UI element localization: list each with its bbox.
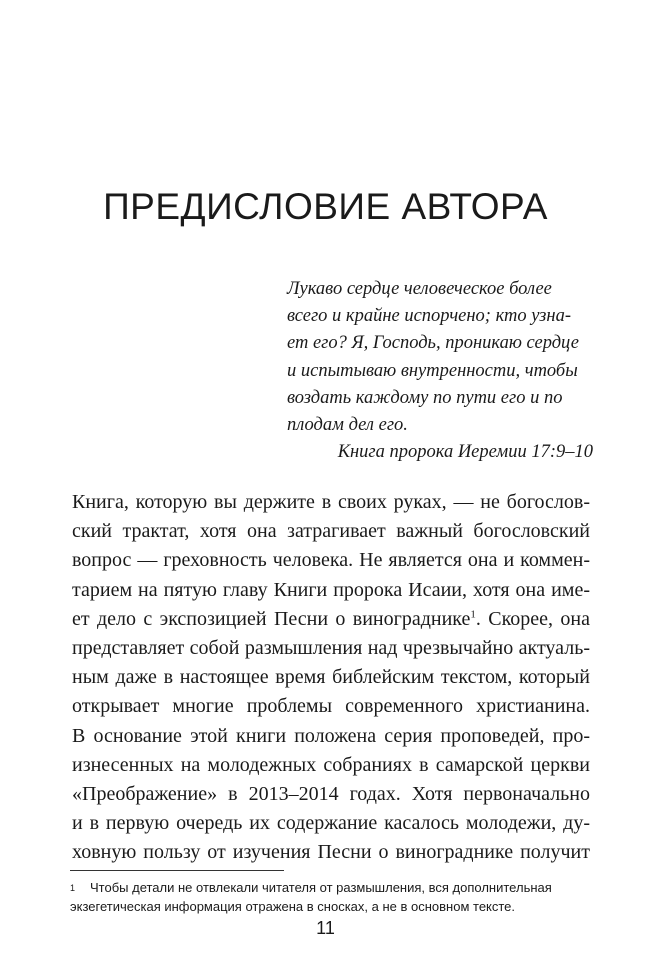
body-line: Книга, которую вы держите в своих руках, — не богослов- <box>72 491 590 513</box>
footnote-line <box>70 879 590 898</box>
body-line: и в первую очередь их содержание касалось молодежи, ду- <box>72 812 590 835</box>
footnote-text: Чтобы детали не отвлекали читателя от размышления, вся дополнительная <box>90 880 552 895</box>
epigraph-source: Книга пророка Иеремии 17:9–10 <box>337 442 593 463</box>
body-line: В основание этой книги положена серия проповедей, про- <box>72 724 590 747</box>
footnote-line: экзегетическая информация отражена в сносках, а не в основном тексте. <box>70 898 516 914</box>
footnote-reference[interactable]: 1 <box>470 608 476 621</box>
body-line: ным даже в настоящее время библейским текстом, который <box>72 666 590 689</box>
body-line-with-footnote <box>72 605 590 634</box>
body-line: ховную пользу от изучения Песни о винограднике получит <box>72 841 590 864</box>
body-line-tail: . Скорее, она <box>475 607 590 630</box>
epigraph <box>287 276 593 466</box>
body-line: ский трактат, хотя она затрагивает важный богословский <box>72 520 590 543</box>
epigraph-line: Лукаво сердце человеческое более <box>287 279 552 299</box>
body-line: «Преображение» в 2013–2014 годах. Хотя первоначально <box>72 783 590 806</box>
chapter-title: ПРЕДИСЛОВИЕ АВТОРА <box>103 186 548 227</box>
footnote-marker: 1 <box>70 883 76 893</box>
body-line: представляет собой размышления над чрезвычайно актуаль- <box>72 637 590 660</box>
footnote <box>70 879 590 916</box>
page-number: 11 <box>316 918 335 938</box>
body-line: тарием на пятую главу Книги пророка Исаии, хотя она име- <box>72 578 590 601</box>
epigraph-line: плодам дел его. <box>287 415 408 436</box>
body-paragraph <box>72 488 590 868</box>
epigraph-line: воздать каждому по пути его и по <box>287 387 563 408</box>
epigraph-line: всего и крайне испорчено; кто узна- <box>287 306 571 327</box>
body-line: вопрос — греховность человека. Не является она и коммен- <box>72 549 590 572</box>
body-line: открывает многие проблемы современного христианина. <box>72 695 590 718</box>
body-line: изнесенных на молодежных собраниях в самарской церкви <box>72 753 590 776</box>
epigraph-line: ет его? Я, Господь, проникаю сердце <box>287 333 579 354</box>
body-line-text: ет дело с экспозицией Песни о винограднике <box>72 607 471 630</box>
footnote-divider <box>70 870 284 871</box>
epigraph-line: и испытываю внутренности, чтобы <box>287 360 578 381</box>
